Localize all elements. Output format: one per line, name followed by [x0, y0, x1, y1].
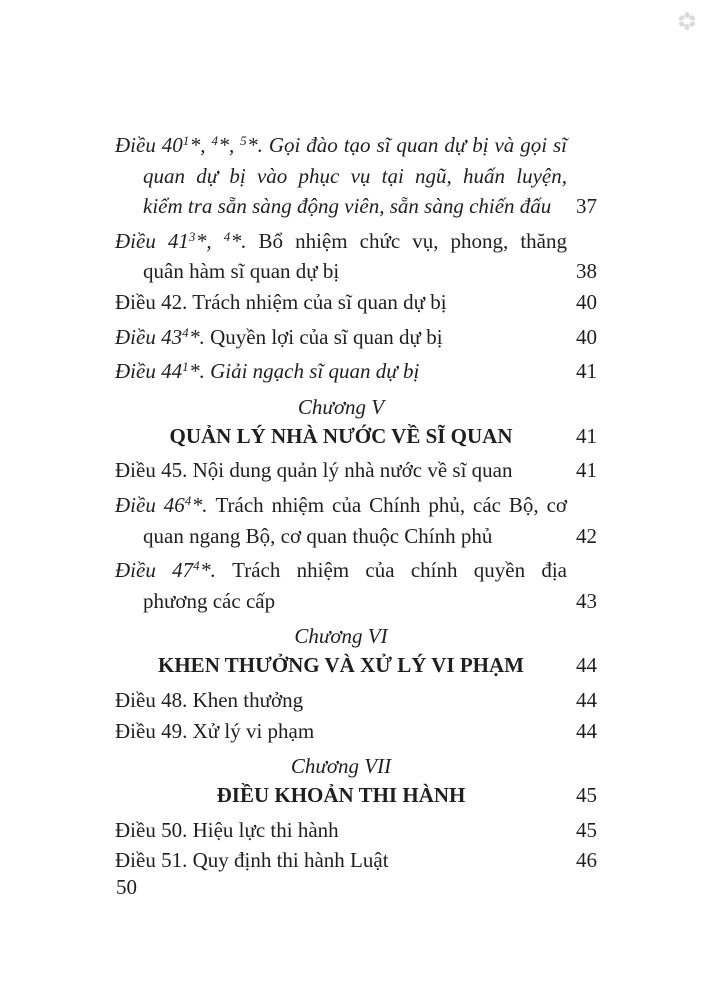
chapter-label: Chương VII	[290, 754, 392, 779]
text-segment: Bổ nhiệm chức vụ, phong, thăng	[258, 228, 567, 253]
entry-lines	[115, 716, 567, 747]
text-segment: phương các cấp	[143, 588, 276, 613]
text-segment: 4	[182, 324, 190, 340]
text-segment: Quyền lợi của sĩ quan dự bị	[210, 324, 443, 349]
entry-line	[115, 222, 567, 257]
text-segment: Điều 49. Xử lý vi phạm	[115, 718, 315, 743]
entry-page-number: 43	[576, 588, 597, 613]
entry-lines	[115, 318, 567, 353]
chapter-title: QUẢN LÝ NHÀ NƯỚC VỀ SĨ QUAN	[169, 423, 513, 448]
text-segment: Trách nhiệm của chính quyền địa	[232, 558, 568, 583]
text-segment: Điều 46	[115, 492, 185, 517]
entry-lines	[115, 287, 567, 318]
entry-page-number: 44	[576, 687, 597, 712]
entry-page-number: 38	[576, 259, 597, 284]
entry-page-number: 46	[576, 848, 597, 873]
text-segment: *.	[189, 324, 211, 349]
entry-line	[115, 318, 567, 353]
entry-line	[115, 521, 567, 552]
entry-line	[115, 551, 567, 586]
toc-entry	[115, 685, 597, 716]
text-segment: Điều 48. Khen thưởng	[115, 687, 304, 712]
chapter-text-block	[115, 623, 567, 681]
text-segment: 4	[184, 492, 192, 508]
entry-line	[115, 845, 567, 876]
entry-line	[115, 161, 567, 192]
entry-line	[115, 191, 567, 222]
chapter-heading	[115, 753, 597, 811]
chapter-heading	[115, 623, 597, 681]
entry-lines	[115, 455, 567, 486]
text-segment: 1	[182, 359, 190, 375]
toc-entry	[115, 845, 597, 876]
entry-lines	[115, 486, 567, 551]
entry-lines	[115, 222, 567, 287]
entry-page-number: 42	[576, 523, 597, 548]
text-segment: *,	[195, 228, 224, 253]
entry-page-number: 37	[576, 194, 597, 219]
text-segment: Điều 47	[115, 558, 194, 583]
toc-entry	[115, 287, 597, 318]
toc-entry	[115, 222, 597, 287]
text-segment: Điều 44	[115, 359, 183, 384]
entry-line	[115, 716, 567, 747]
chapter-title: KHEN THƯỞNG VÀ XỬ LÝ VI PHẠM	[158, 653, 524, 678]
entry-page-number: 45	[576, 817, 597, 842]
text-segment: Điều 50. Hiệu lực thi hành	[115, 817, 339, 842]
toc-entry	[115, 126, 597, 222]
entry-lines	[115, 352, 567, 387]
entry-line	[115, 287, 567, 318]
entry-lines	[115, 685, 567, 716]
text-segment: 4	[223, 228, 231, 244]
entry-line	[115, 126, 567, 161]
entry-page-number: 44	[576, 718, 597, 743]
chapter-heading	[115, 394, 597, 452]
flower-ornament-icon	[676, 10, 698, 32]
toc-entry	[115, 455, 597, 486]
text-segment: quân hàm sĩ quan dự bị	[143, 259, 340, 284]
entry-page-number: 40	[576, 324, 597, 349]
text-segment: 4	[211, 133, 219, 148]
text-segment: *,	[189, 133, 212, 157]
toc	[115, 126, 597, 876]
toc-entry	[115, 551, 597, 616]
entry-line	[115, 685, 567, 716]
entry-lines	[115, 126, 567, 222]
entry-line	[115, 455, 567, 486]
text-segment: *.	[191, 492, 216, 517]
toc-entry	[115, 815, 597, 846]
toc-entry	[115, 352, 597, 387]
text-segment: 1	[182, 133, 190, 148]
chapter-label: Chương V	[297, 394, 385, 419]
text-segment: 3	[188, 228, 196, 244]
entry-line	[115, 256, 567, 287]
chapter-page-number: 41	[576, 423, 597, 448]
text-segment: quan ngang Bộ, cơ quan thuộc Chính phủ	[143, 523, 493, 548]
chapter-page-number: 45	[576, 783, 597, 808]
toc-entry	[115, 318, 597, 353]
chapter-label: Chương VI	[294, 624, 388, 649]
entry-line	[115, 586, 567, 617]
text-segment: Điều 45. Nội dung quản lý nhà nước về sĩ quan	[115, 458, 513, 483]
entry-line	[115, 486, 567, 521]
entry-lines	[115, 845, 567, 876]
chapter-title: ĐIỀU KHOẢN THI HÀNH	[216, 783, 466, 808]
folio-page-number: 50	[116, 875, 137, 899]
entry-page-number: 41	[576, 458, 597, 483]
text-segment: kiểm tra sẵn sàng động viên, sẵn sàng chiến đấu	[143, 194, 552, 219]
text-segment: 5	[240, 133, 248, 148]
entry-line	[115, 815, 567, 846]
entry-page-number: 40	[576, 289, 597, 314]
text-segment: Điều 41	[115, 228, 189, 253]
text-segment: Điều 42. Trách nhiệm của sĩ quan dự bị	[115, 289, 447, 314]
text-segment: *,	[218, 133, 241, 157]
text-segment: *. Gọi đào tạo sĩ quan dự bị và gọi sĩ	[247, 133, 568, 157]
toc-entry	[115, 486, 597, 551]
text-segment: quan dự bị vào phục vụ tại ngũ, huấn luyện,	[143, 163, 567, 188]
text-segment: *. Giải ngạch sĩ quan dự bị	[189, 359, 420, 384]
entry-page-number: 41	[576, 359, 597, 384]
text-segment: Điều 43	[115, 324, 183, 349]
entry-lines	[115, 551, 567, 616]
chapter-page-number: 44	[576, 653, 597, 678]
chapter-text-block	[115, 394, 567, 452]
text-segment: 4	[193, 558, 201, 574]
text-segment: *.	[200, 558, 233, 583]
text-segment: *.	[230, 228, 259, 253]
entry-line	[115, 352, 567, 387]
entry-lines	[115, 815, 567, 846]
toc-entry	[115, 716, 597, 747]
text-segment: Điều 40	[115, 133, 183, 157]
text-segment: Điều 51. Quy định thi hành Luật	[115, 848, 389, 873]
chapter-text-block	[115, 753, 567, 811]
text-segment: Trách nhiệm của Chính phủ, các Bộ, cơ	[215, 492, 568, 517]
